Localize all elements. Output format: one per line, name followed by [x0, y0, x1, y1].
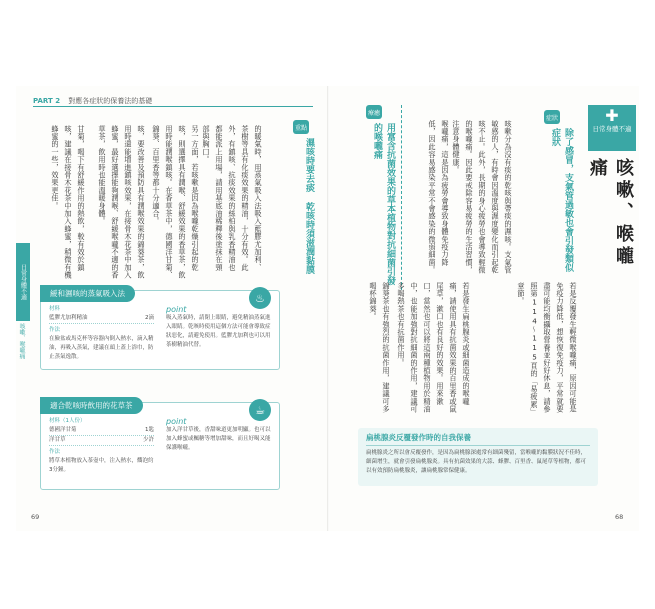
body-text: 另一方面，若咳嗽是因為喉嚨乾燥引起的乾咳，則選擇具有潤喉、舒緩效果的香草茶，飲用時能潤喉鎮咳。在香草茶中，德國洋甘菊、錦葵、百里香等都十分適合。: [152, 125, 200, 279]
method-text: 將草本植物放入茶壺中，注入熱水，燜泡約3分鐘。: [49, 458, 154, 473]
section-heading: [302, 138, 315, 278]
side-tab-label: 日常身體不適: [19, 264, 27, 300]
steam-bowl-icon: ♨: [249, 287, 271, 309]
body-col-3: [475, 282, 580, 417]
body-text: 的暖氣時，用蒸氣吸入法吸入藍膠尤加利、茶樹等具有化痰效果的精油，十分有效。此外，有鎮咳、抗痰效果的絲柏與乳香精油也都能派上用場，請用基底油稀釋後塗抹在頸部與胸口。: [202, 125, 263, 272]
section-heading-2: [370, 123, 396, 288]
body-col-4: [395, 282, 473, 417]
heading-badge-label: 重點: [294, 124, 307, 132]
method-label: 作法: [49, 449, 61, 455]
box-title: [40, 285, 135, 302]
heading-block: [265, 120, 317, 285]
body-text: 若是反覆發生輕微喉嚨痛，原因可能是免疫力降低，想恢復免疫力，平常就要盡可能均衡攝取營養並好好休息，請參照第114～115頁的「易疲累」章節。: [517, 282, 578, 416]
material-qty: 1匙: [145, 427, 154, 433]
body-text: 錦葵茶也有強烈的抗菌作用，建議可多喝杯錦葵。: [369, 282, 391, 413]
method-label: 作法: [49, 327, 61, 333]
material-qty: 少許: [142, 437, 154, 443]
body-col-1: [452, 120, 515, 275]
heading-block-2: [340, 105, 398, 290]
side-tab-sub-label: 咳嗽、喉嚨痛: [18, 323, 25, 359]
box-title-text: 適合乾咳時飲用的花草茶: [50, 401, 133, 410]
page-title-text: 咳嗽、喉嚨痛: [587, 158, 634, 268]
side-tab: [16, 243, 30, 321]
point-text: 吸入蒸氣時，請閉上眼睛，避免精油蒸氣進入眼睛。乾咳時使用這個方法可能會導致症狀惡化，請避免使用。藍膠尤加利也可以用茶樹精油代替。: [166, 315, 271, 348]
body-text: 若是發生扁桃腺炎或細菌造成的喉嚨痛，請使用具有抗菌效果的百里香或鼠尾草，漱口也有良好的效果。用來漱口，當然也可以將這兩種植物用於精油中，也能加強對抗細菌的作用，建議可多喝熱茶也有抗菌作用。: [397, 282, 471, 413]
material-qty: 2滴: [145, 315, 154, 321]
heading-text: 濕咳時要去痰 乾咳時須滋潤黏膜: [304, 138, 314, 274]
herbal-tea-box: [40, 402, 280, 490]
book-fold: [327, 86, 329, 531]
body-text: 甘菊，喝下有舒緩作用的熱飲，較有效於鎮咳，建議在接骨木花茶中加入蜂蜜，稍微有機蜂蜜的一些，效果更佳。: [51, 125, 86, 279]
header-rule: [33, 106, 313, 107]
side-tab-sub: [17, 323, 26, 383]
body-text: 咳嗽分為沒有痰的乾咳與帶痰的濕咳。支氣管敏感的人，有時會因溫度與濕度變化而引起乾咳不止。此外，長期的身心疲勞也會導致輕微的喉嚨痛。因此要戒除容易疲勞的生活習慣，注意身體健康。: [452, 120, 513, 274]
body-text: 咳，要改善及預防具有潤喉效果的錦葵茶，飲用時還能增進鎮咳效果，在接骨木花茶中加入蜂蜜，最好選擇能夠潤喉、舒緩喉嚨不適的香草茶，飲用時也能溫暖身體。: [98, 125, 146, 279]
body-col-b: [150, 125, 202, 280]
box-title-text: 緩和濕咳的蒸氣吸入法: [50, 289, 125, 298]
body-col-5: [345, 282, 393, 417]
point-label: point: [166, 417, 187, 426]
page-number-left: 69: [31, 513, 40, 521]
page-title: [587, 158, 636, 278]
plus-icon: ✚: [605, 106, 619, 125]
tonsillitis-box: [358, 428, 598, 486]
box-title: [40, 397, 143, 414]
heading-block-1: [518, 110, 582, 280]
symptom-badge: [544, 110, 560, 124]
page-number-right: 68: [615, 513, 624, 521]
body-col-c: [90, 125, 148, 280]
material-name: 藍膠尤加利精油: [49, 315, 88, 321]
healing-badge: [366, 105, 382, 119]
chapter-tab: [588, 105, 636, 151]
heading-text: 除了感冒，支氣管過敏也會引發類似症狀: [550, 128, 573, 272]
point-text: 加入洋甘草後，香甜味道更加明顯。也可以加入蜂蜜或楓糖等增加甜味，而且好喝又能保護喉嚨。: [166, 427, 271, 451]
point-label: point: [166, 305, 187, 314]
steam-inhalation-box: [40, 290, 280, 370]
teacup-icon: ☕: [249, 399, 271, 421]
materials-label: 材料（1人份）: [49, 418, 86, 424]
box-title: 扁桃腺炎反覆發作時的自我保養: [366, 432, 590, 446]
section-heading-1: [548, 128, 574, 278]
materials-label: 材料: [49, 306, 61, 312]
part-label: PART 2: [33, 97, 61, 105]
box-text: 扁桃腺炎之所以會反覆發作，是因為扁桃腺深處常有細菌殘留，當喉嚨的黏膜狀況不佳時，細菌增生，就會引發扁桃腺炎。具有抗菌效果的大蒜、蜂膠、百里香、鼠尾草等植物，都可以有效預防扁桃腺炎，讓扁桃腺常保健康。: [366, 450, 587, 474]
badge-label: 療癒: [367, 109, 380, 117]
body-col-a: [202, 125, 265, 275]
heading-badge: [293, 120, 309, 134]
material-name: 德國洋甘菊: [49, 427, 77, 433]
badge-label: 症狀: [545, 114, 558, 122]
body-col-2: [400, 120, 452, 275]
material-name: 洋甘草: [49, 437, 66, 443]
header-title: 對應各症狀的保養法的基礎: [68, 97, 153, 105]
divider: [401, 105, 402, 290]
chapter-tab-label: 日常身體不適: [592, 125, 632, 133]
method-text: 在臉盆或馬克杯等容器內倒入熱水，滴入精油，再吸入蒸氣，建議在頭上蓋上浴巾，防止蒸氣逸散。: [49, 336, 154, 360]
heading-text: 用富含抗菌效果的草本植物對抗細菌引發的喉嚨痛: [372, 123, 395, 285]
body-col-d: [40, 125, 88, 280]
body-text: 喉嚨痛，這是因為疲勞會導致身體免疫力降低，因此容易感染平常不會感染的微弱細菌。: [428, 120, 450, 274]
page-header: [33, 96, 152, 106]
